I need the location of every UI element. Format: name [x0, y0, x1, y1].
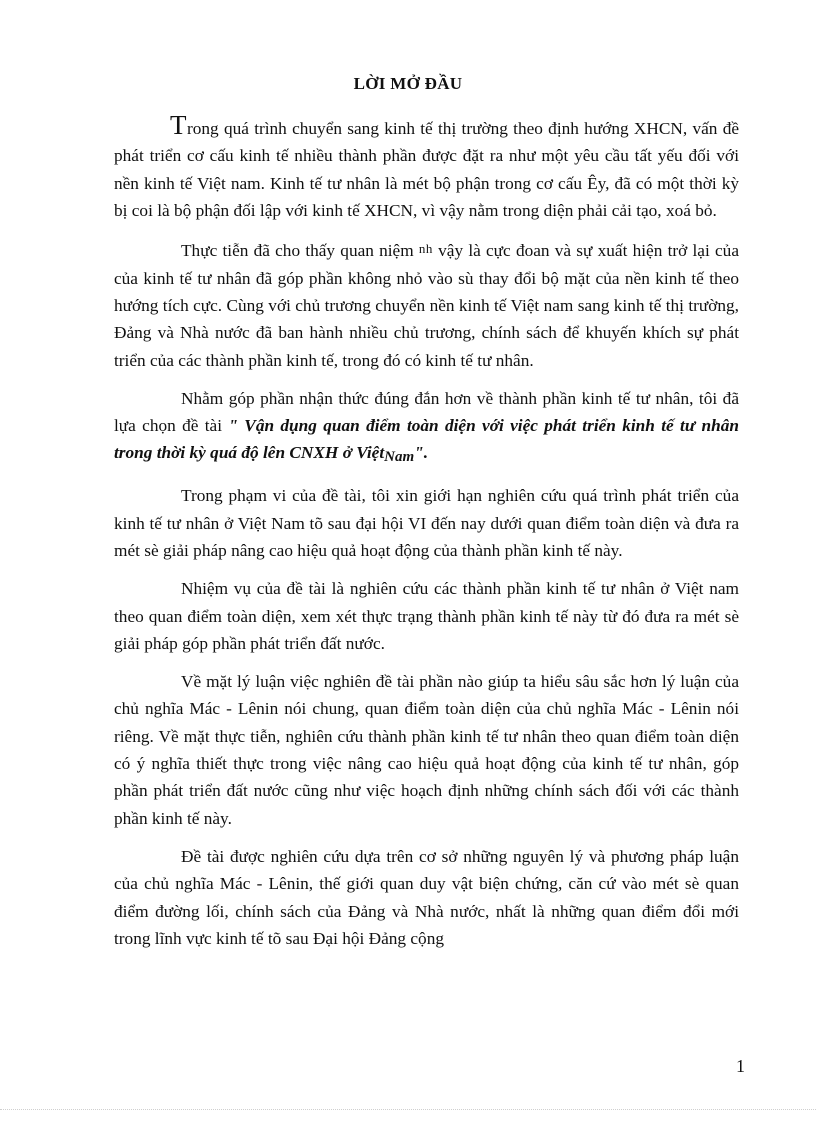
topic-title-end: ".: [414, 443, 429, 463]
paragraph-topic-text-start: Nhằm góp phần nhận thức đúng đắn hơn về thành phần kinh tế tư nhân, tôi đã lựa chọn đề tài: [114, 388, 739, 436]
paragraph-practice: [114, 235, 739, 374]
topic-title-lowered: Nam: [384, 449, 415, 466]
paragraph-topic: [114, 385, 739, 472]
body-text: [114, 112, 739, 952]
paragraph-practice-text-start: Thực tiễn đã cho thấy quan niệm: [181, 241, 419, 261]
paragraph-method: Đề tài được nghiên cứu dựa trên cơ sở những nguyên lý và phương pháp luận của chủ nghĩa Mác - Lênin, thế giới quan duy vật biện chứng, căn cứ vào mét sè quan điểm đường lối, chính sách của Đảng và Nhà nước, nhất là những quan điểm đổi mới trong lĩnh vực kinh tế tõ sau Đại hội Đảng cộng: [114, 846, 739, 948]
paragraph-scope: Trong phạm vi của đề tài, tôi xin giới hạn nghiên cứu quá trình phát triển của kinh tế tư nhân ở Việt Nam tõ sau đại hội VI đến nay dưới quan điểm toàn diện và đưa ra mét sè giải pháp nâng cao hiệu quả hoạt động của thành phần kinh tế này.: [114, 486, 739, 561]
raised-fragment: nh: [418, 241, 433, 257]
page-number: 1: [736, 1056, 745, 1076]
page-bottom-divider: [0, 1109, 816, 1110]
drop-cap-letter: T: [170, 110, 187, 140]
page-title: LỜI MỞ ĐẦU: [353, 74, 463, 93]
paragraph-task: Nhiệm vụ của đề tài là nghiên cứu các thành phần kinh tế tư nhân ở Việt nam theo quan điểm toàn diện, xem xét thực trạng thành phần kinh tế này từ đó đưa ra mét sè giải pháp góp phần phát triển đất nước.: [114, 579, 739, 653]
topic-title: " Vận dụng quan điểm toàn diện với việc phát triển kinh tế tư nhân trong thời kỳ quá độ lên CNXH ở Việt: [114, 416, 739, 463]
paragraph-intro: [114, 112, 739, 225]
paragraph-significance: Về mặt lý luận việc nghiên đề tài phần nào giúp ta hiểu sâu sắc hơn lý luận của chủ nghĩa Mác - Lênin nói chung, quan điểm toàn diện của chủ nghĩa Mác - Lênin nói riêng. Về mặt thực tiễn, nghiên cứu thành phần kinh tế tư nhân theo quan điểm toàn diện có ý nghĩa thiết thực trong việc nâng cao hiệu quả hoạt động của kinh tế tư nhân, góp phần phát triển đất nước cũng như việc hoạch định những chính sách đối với các thành phần kinh tế này.: [114, 671, 739, 828]
paragraph-intro-text: rong quá trình chuyển sang kinh tế thị trường theo định hướng XHCN, vấn đề phát triển cơ cấu kinh tế nhiều thành phần được đặt ra như một yêu cầu tất yếu đối với nền kinh tế Việt nam. Kinh tế tư nhân là mét bộ phận trong cơ cấu Êy, đã có một thời kỳ bị coi là bộ phận đối lập với kinh tế XHCN, vì vậy nằm trong diện phải cải tạo, xoá bỏ.: [114, 119, 739, 221]
paragraph-practice-text-end: vậy là cực đoan và sự xuất hiện trở lại của của kinh tế tư nhân đã góp phần không nhỏ vào sù thay đổi bộ mặt của nền kinh tế theo hướng tích cực. Cùng với chủ trương chuyển nền kinh tế Việt nam sang kinh tế thị trường, Đảng và Nhà nước đã ban hành nhiều chủ trương, chính sách để khuyến khích sự phát triển của các thành phần kinh tế, trong đó có kinh tế tư nhân.: [114, 241, 739, 370]
